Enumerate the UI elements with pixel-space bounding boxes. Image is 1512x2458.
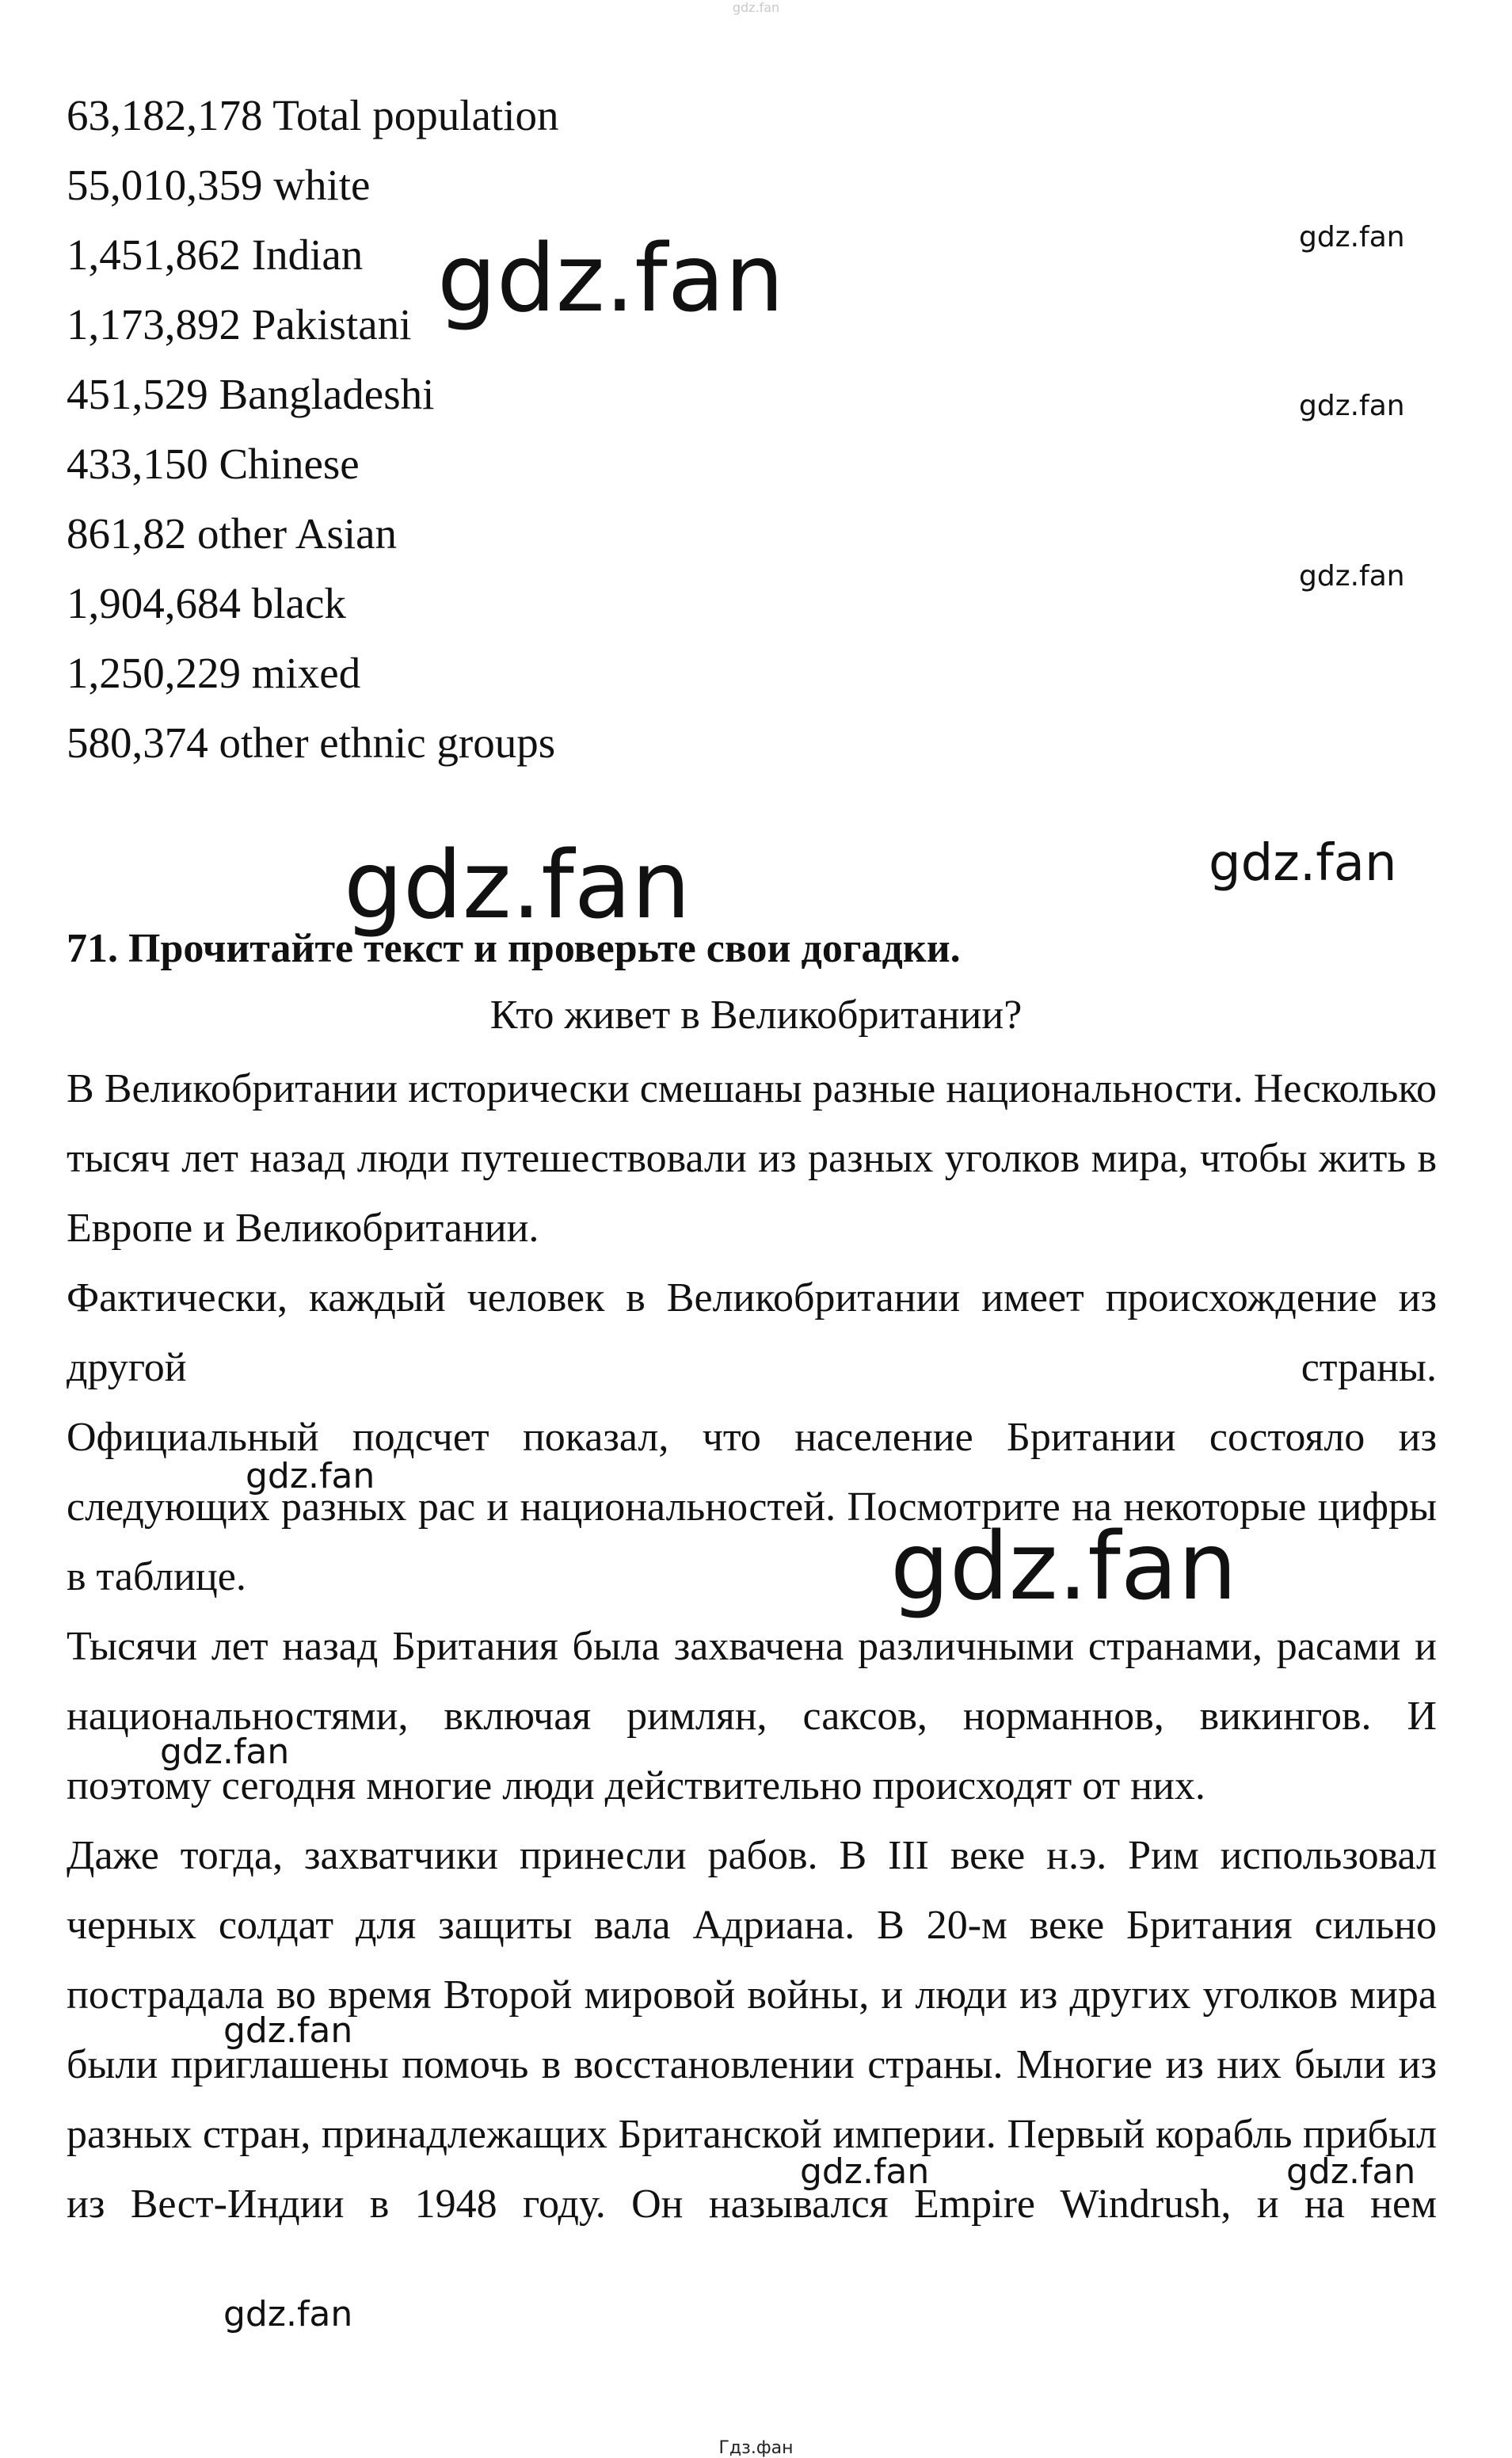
paragraph: Даже тогда, захватчики принесли рабов. В III веке н.э. Рим использовал черных солдат для защиты вала Адриана. В 20-м веке Британия сильно пострадала во время Второй мировой войны, и люди из других уголков мира были приглашены помочь в восстановлении страны. Многие из них были из разных стран, принадлежащих Британской империи. Первый корабль прибыл из Вест-Индии в 1948 году. Он назывался Empire Windrush, и на нем [67,1833,1437,2227]
paragraph: Тысячи лет назад Британия была захвачена различными странами, расами и национальностями, включая римлян, саксов, норманнов, викингов. И поэтому сегодня многие люди действительно происходят от них. [67,1624,1437,1808]
watermark: gdz.fan [246,1456,375,1496]
text-title: Кто живет в Великобритании? [489,993,1023,1038]
paragraph: Фактически, каждый человек в Великобритании имеет происхождение из другой страны. [67,1275,1437,1390]
exercise-heading: 71. Прочитайте текст и проверьте свои догадки. [67,926,961,971]
population-item: 55,010,359 white [67,161,371,209]
population-item: 861,82 other Asian [67,509,398,558]
population-item: 580,374 other ethnic groups [67,718,556,767]
paragraph: В Великобритании исторически смешаны разные национальности. Несколько тысяч лет назад люди путешествовали из разных уголков мира, чтобы жить в Европе и Великобритании. [67,1066,1437,1251]
population-item: 1,904,684 black [67,579,346,627]
watermark: gdz.fan [800,2151,930,2192]
watermark: gdz.fan [1209,834,1397,893]
top-watermark: gdz.fan [732,0,780,15]
population-list [67,81,559,778]
text-body [67,1054,1437,2239]
watermark: gdz.fan [344,830,691,939]
population-item: 433,150 Chinese [67,440,360,488]
population-item: 1,173,892 Pakistani [67,300,412,349]
watermark: gdz.fan [1299,560,1405,593]
watermark: gdz.fan [1286,2151,1416,2192]
paragraph: Официальный подсчет показал, что население Британии состояло из следующих разных рас и национальностей. Посмотрите на некоторые цифры в таблице. [67,1415,1437,1599]
watermark: gdz.fan [160,1732,290,1772]
watermark: gdz.fan [890,1511,1237,1621]
watermark: gdz.fan [223,2010,353,2051]
watermark: gdz.fan [1299,221,1405,253]
watermark: gdz.fan [1299,390,1405,422]
watermark: gdz.fan [223,2294,353,2334]
population-item: 451,529 Bangladeshi [67,370,435,418]
population-item: 1,250,229 mixed [67,649,361,697]
watermark: gdz.fan [437,223,784,333]
population-item: 1,451,862 Indian [67,231,364,279]
population-item: 63,182,178 Total population [67,91,559,139]
bottom-watermark: Гдз.фан [718,2438,794,2458]
